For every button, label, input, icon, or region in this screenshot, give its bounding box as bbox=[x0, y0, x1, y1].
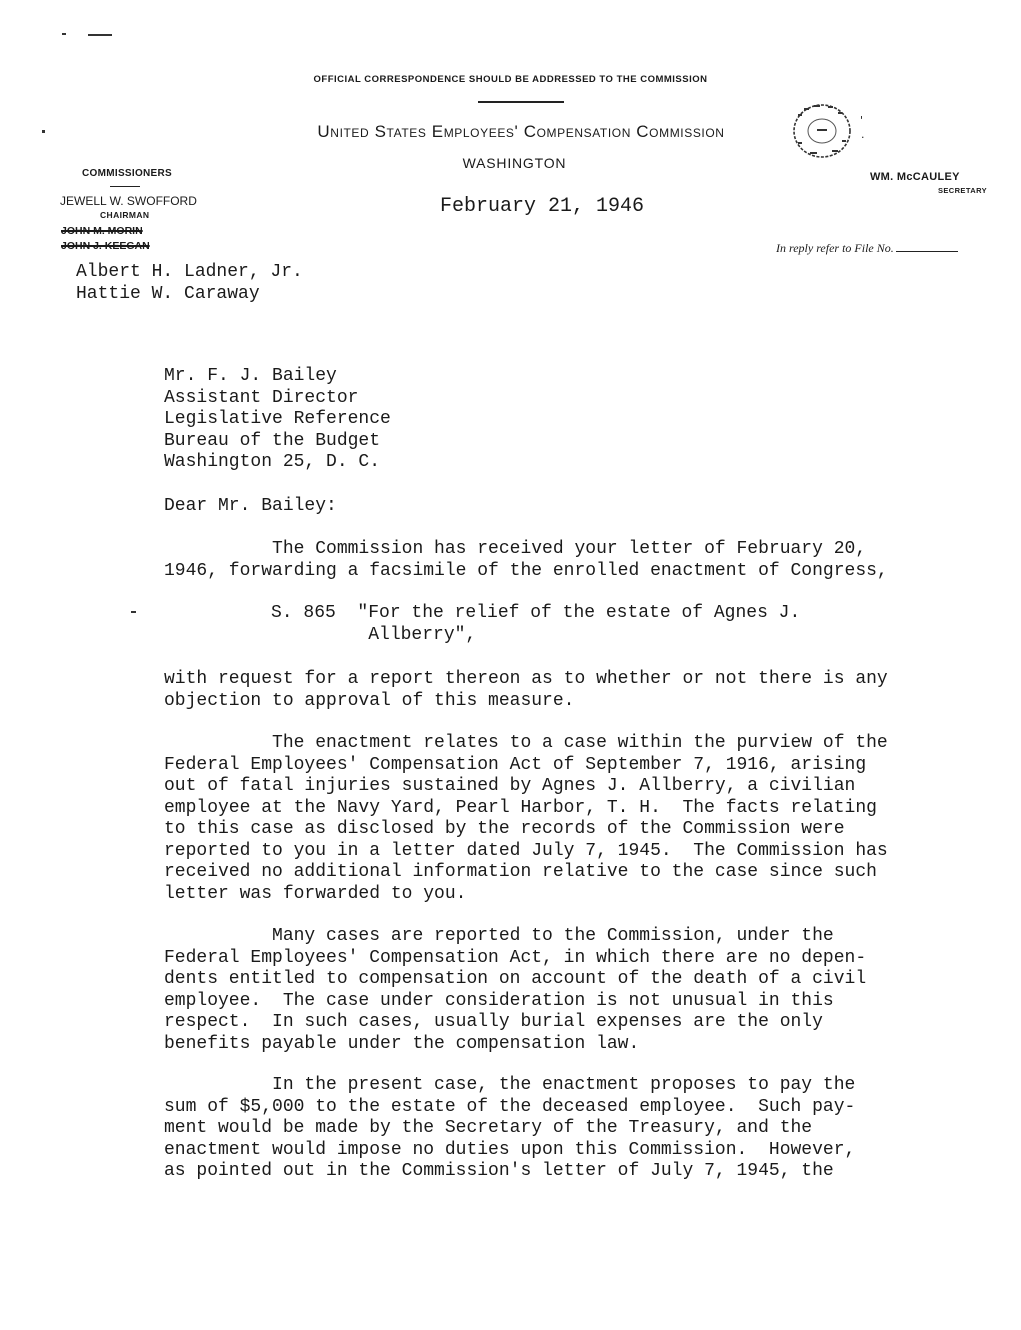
typed-names bbox=[76, 262, 303, 305]
secretary-name: WM. McCAULEY bbox=[870, 171, 960, 183]
paragraph-3 bbox=[164, 926, 866, 1055]
body-line: The enactment relates to a case within the purview of the bbox=[164, 733, 888, 753]
body-line: employee at the Navy Yard, Pearl Harbor, T. H. The facts relating bbox=[164, 797, 877, 818]
letter-date: February 21, 1946 bbox=[440, 195, 645, 218]
body-line: ment would be made by the Secretary of the Treasury, and the bbox=[164, 1118, 813, 1138]
paragraph-1-continued bbox=[164, 669, 888, 712]
scan-speck bbox=[62, 33, 66, 35]
secretary-title: SECRETARY bbox=[938, 186, 988, 195]
typed-name-1: Albert H. Ladner, Jr. bbox=[76, 262, 303, 282]
body-line: to this case as disclosed by the records of the Commission were bbox=[164, 819, 845, 839]
recipient-line-4: Bureau of the Budget bbox=[164, 430, 381, 451]
body-line: out of fatal injuries sustained by Agnes J. Allberry, a civilian bbox=[164, 776, 856, 796]
body-line: employee. The case under consideration is not unusual in this bbox=[164, 990, 834, 1011]
body-line: with request for a report thereon as to whether or not there is any bbox=[164, 669, 888, 689]
library-stamp-icon bbox=[788, 100, 868, 162]
body-line: In the present case, the enactment proposes to pay the bbox=[164, 1075, 856, 1095]
paragraph-4 bbox=[164, 1075, 855, 1183]
commissioners-divider bbox=[110, 186, 140, 187]
body-line: The Commission has received your letter of February 20, bbox=[164, 539, 867, 559]
agency-name: United States Employees' Compensation Commission bbox=[317, 122, 725, 141]
scan-speck bbox=[88, 34, 112, 36]
agency-city: WASHINGTON bbox=[462, 155, 567, 171]
body-line: enactment would impose no duties upon this Commission. However, bbox=[164, 1139, 856, 1160]
body-line: sum of $5,000 to the estate of the deceased employee. Such pay- bbox=[164, 1096, 856, 1117]
scan-speck bbox=[42, 130, 45, 133]
body-line: Federal Employees' Compensation Act of September 7, 1916, arising bbox=[164, 754, 867, 775]
struck-commissioner-2: JOHN J. KEEGAN bbox=[61, 240, 150, 252]
bill-line: S. 865 "For the relief of the estate of Agnes J. bbox=[271, 603, 801, 623]
bill-line: Allberry", bbox=[271, 624, 477, 645]
svg-text:': ' bbox=[860, 114, 864, 127]
file-number-blank bbox=[896, 251, 958, 252]
recipient-line-5: Washington 25, D. C. bbox=[164, 452, 381, 472]
body-line: Federal Employees' Compensation Act, in which there are no depen- bbox=[164, 947, 867, 968]
body-line: dents entitled to compensation on account of the death of a civil bbox=[164, 969, 867, 989]
chairman-title: CHAIRMAN bbox=[100, 210, 150, 220]
body-line: letter was forwarded to you. bbox=[164, 883, 467, 904]
bill-citation bbox=[271, 603, 800, 646]
struck-commissioner-1: JOHN M. MORIN bbox=[61, 225, 143, 237]
correspondence-notice: OFFICIAL CORRESPONDENCE SHOULD BE ADDRESSED TO THE COMMISSION bbox=[313, 74, 708, 85]
notice-divider bbox=[478, 101, 564, 103]
body-line: respect. In such cases, usually burial expenses are the only bbox=[164, 1012, 823, 1032]
recipient-address bbox=[164, 366, 391, 474]
svg-text:.: . bbox=[861, 128, 865, 141]
body-line: benefits payable under the compensation law. bbox=[164, 1033, 640, 1054]
paragraph-1 bbox=[164, 539, 888, 582]
recipient-line-2: Assistant Director bbox=[164, 387, 359, 408]
body-line: objection to approval of this measure. bbox=[164, 690, 575, 711]
recipient-line-1: Mr. F. J. Bailey bbox=[164, 366, 337, 386]
typed-name-2: Hattie W. Caraway bbox=[76, 283, 260, 304]
body-line: 1946, forwarding a facsimile of the enrolled enactment of Congress, bbox=[164, 560, 888, 581]
file-reference bbox=[776, 241, 958, 256]
recipient-line-3: Legislative Reference bbox=[164, 409, 391, 429]
body-line: Many cases are reported to the Commission, under the bbox=[164, 926, 834, 946]
chairman-name: JEWELL W. SWOFFORD bbox=[60, 194, 197, 208]
body-line: reported to you in a letter dated July 7, 1945. The Commission has bbox=[164, 840, 888, 861]
scan-speck bbox=[131, 611, 136, 613]
file-reference-label: In reply refer to File No. bbox=[776, 241, 894, 255]
salutation: Dear Mr. Bailey: bbox=[164, 496, 337, 516]
commissioners-label: COMMISSIONERS bbox=[82, 168, 173, 179]
body-line: received no additional information relative to the case since such bbox=[164, 862, 877, 882]
paragraph-2 bbox=[164, 733, 888, 905]
body-line: as pointed out in the Commission's letter of July 7, 1945, the bbox=[164, 1161, 834, 1181]
